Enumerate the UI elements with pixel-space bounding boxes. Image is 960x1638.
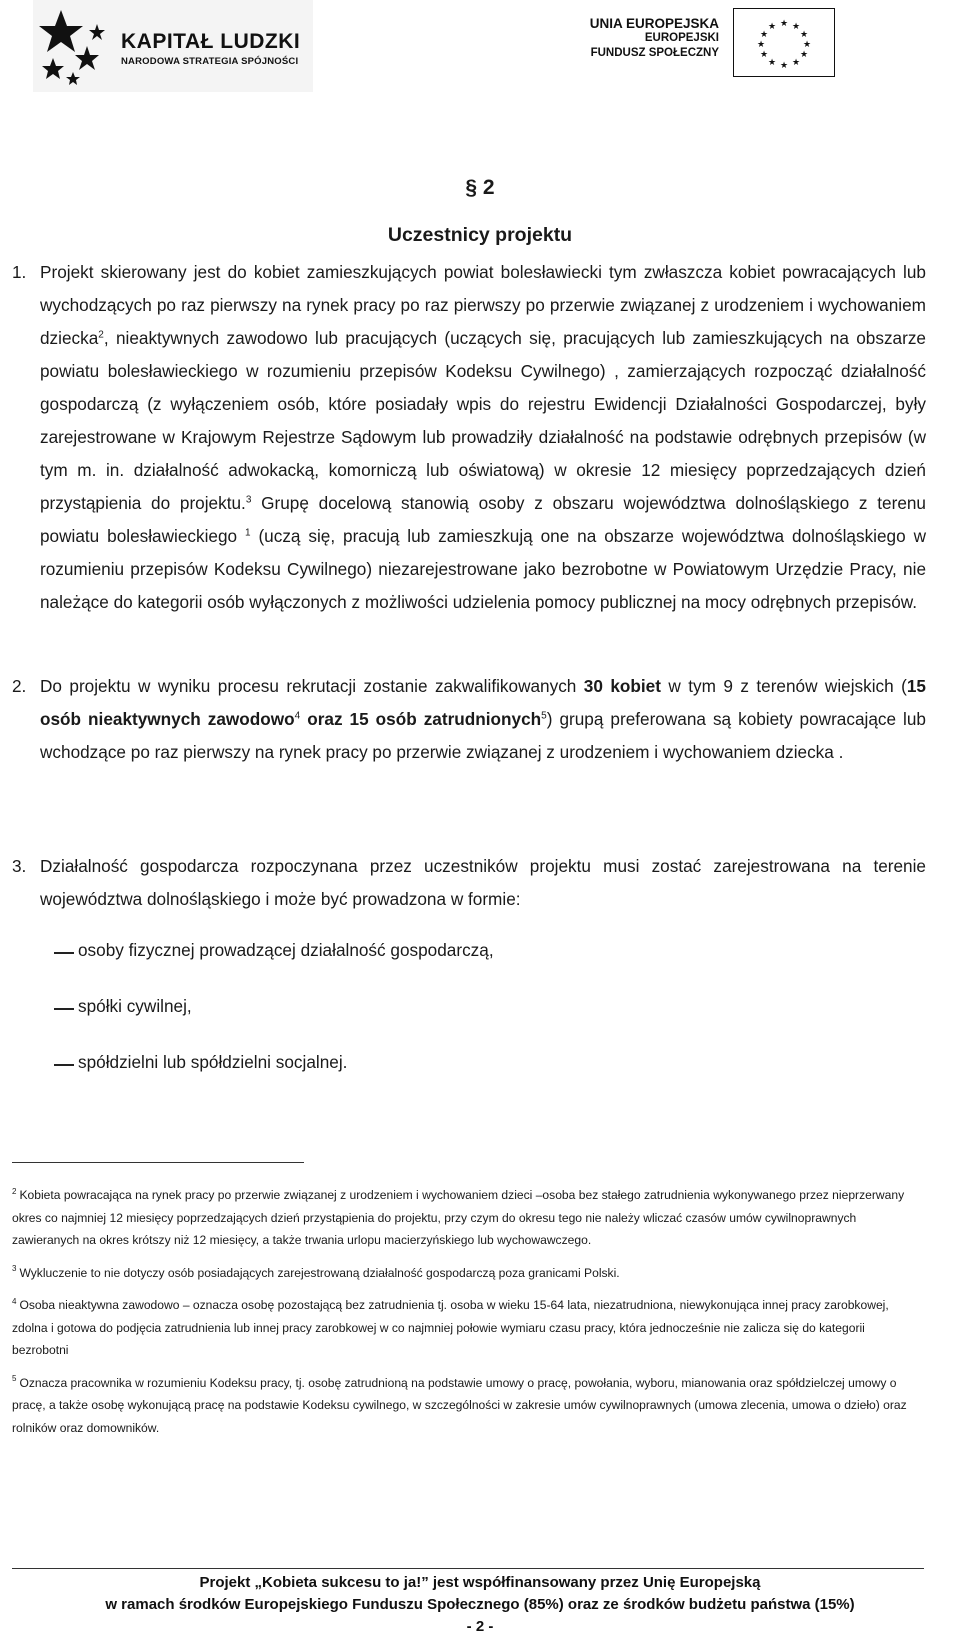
dash-bullet	[54, 1064, 74, 1066]
footnote-text: Wykluczenie to nie dotyczy osób posiadających zarejestrowaną działalność gospodarczą poza granicami Polski.	[19, 1265, 620, 1280]
item-text	[40, 256, 926, 619]
footnote-ref: 4	[294, 710, 301, 722]
footnote-ref: 5	[541, 710, 547, 722]
text-segment: , nieaktywnych zawodowo lub pracujących (uczących się, pracujących lub zamieszkujących na obszarze powiatu bolesławieckiego w rozumieniu przepisów Kodeksu Cywilnego) , zamierzających rozpocząć działalność gospodarczą (z wyłączeniem osób, które posiadały wpis do rejestru Ewidencji Działalności Gospodarczej, były zarejestrowane w Krajowym Rejestrze Sądowym lub prowadziły działalność na podstawie odrębnych przepisów (w tym m. in. działalność adwokacką, komorniczą lub oświatową) w okresie 12 miesięcy poprzedzających dzień przystąpienia do projektu.	[40, 328, 926, 513]
item-number: 3.	[12, 856, 27, 876]
bold-segment: oraz 15 osób zatrudnionych	[300, 709, 542, 729]
footer-line-2: w ramach środków Europejskiego Funduszu Społecznego (85%) oraz ze środków budżetu państwa (15%)	[105, 1596, 855, 1613]
svg-text:★: ★	[799, 30, 809, 40]
footnote-text: Osoba nieaktywna zawodowo – oznacza osobę pozostającą bez zatrudnienia tj. osoba w wieku 15-64 lata, niezatrudniona, niewykonująca innej pracy zarobkowej, zdolna i gotowa do podjęcia zatrudnienia lub innej pracy zarobkowej w co najmniej połowie wymiaru czasu pracy, która jednocześnie nie zalicza się do kategorii bezrobotni	[12, 1298, 889, 1357]
list-item-text: spółki cywilnej,	[78, 996, 192, 1016]
text-segment: (uczą się, pracują lub zamieszkują one na obszarze województwa dolnośląskiego w rozumieniu przepisów Kodeksu Cywilnego) niezarejestrowane jako bezrobotne w Powiatowym Urzędzie Pracy, nie należące do kategorii osób wyłączonych z możliwości udzielenia pomocy publicznej na mocy odrębnych przepisów.	[40, 526, 926, 612]
footnote-ref: 3	[245, 494, 252, 506]
footer-line-1: Projekt „Kobieta sukcesu to ja!” jest współfinansowany przez Unię Europejską	[199, 1574, 761, 1591]
svg-text:★: ★	[759, 30, 769, 40]
dash-bullet	[54, 952, 74, 954]
footnotes	[12, 1184, 924, 1449]
svg-text:★: ★	[767, 58, 777, 68]
text-segment: ) grupą preferowana są kobiety powracające lub wchodzące po raz pierwszy na rynek pracy po przerwie związanej z urodzeniem i wychowaniem dziecka .	[40, 709, 926, 762]
text-segment: Projekt skierowany jest do kobiet zamieszkujących powiat bolesławiecki tym zwłaszcza kobiet powracających lub wychodzących po raz pierwszy na rynek pracy po raz pierwszy po przerwie związanej z urodzeniem i wychowaniem dziecka	[40, 262, 926, 348]
footnote-ref: 2	[98, 329, 104, 341]
svg-text:★: ★	[759, 50, 769, 60]
page-number: - 2 -	[466, 1618, 494, 1635]
footnote-3	[12, 1262, 924, 1285]
kapital-ludzki-subtitle: NARODOWA STRATEGIA SPÓJNOŚCI	[121, 56, 299, 67]
svg-text:★: ★	[791, 58, 801, 68]
footnote-4	[12, 1294, 924, 1362]
svg-text:★: ★	[767, 22, 777, 32]
bold-segment: 15 osób nieaktywnych zawodowo	[40, 676, 926, 729]
svg-text:★: ★	[799, 50, 809, 60]
section-title	[0, 224, 960, 247]
svg-text:★: ★	[791, 22, 801, 32]
eu-flag	[733, 8, 835, 77]
kapital-ludzki-emblem-icon	[39, 6, 115, 86]
item-text	[40, 670, 926, 769]
eu-stars-icon	[734, 9, 834, 76]
svg-text:★: ★	[802, 40, 812, 50]
footnote-5	[12, 1372, 924, 1440]
footnote-separator	[12, 1162, 304, 1163]
footnote-2	[12, 1184, 924, 1252]
footnote-ref: 1	[244, 527, 251, 539]
footnote-mark: 4	[12, 1296, 17, 1306]
page-header	[0, 0, 960, 100]
eu-line-3: FUNDUSZ SPOŁECZNY	[590, 47, 719, 59]
footnote-text: Oznacza pracownika w rozumieniu Kodeksu pracy, tj. osobę zatrudnioną na podstawie umowy o pracę, powołania, wyboru, mianowania oraz spółdzielczej umowy o pracę, a także osobę wykonującą pracę na podstawie Kodeksu cywilnego, w szczególności w zakresie umów cywilnoprawnych (umowa zlecenia, umowa o dzieło) oraz rolników oraz domowników.	[12, 1375, 907, 1435]
text-segment: Do projektu w wyniku procesu rekrutacji zostanie zakwalifikowanych	[40, 676, 584, 696]
item-number: 2.	[12, 676, 27, 696]
list-item-text: spółdzielni lub spółdzielni socjalnej.	[78, 1052, 348, 1072]
section-title-text: Uczestnicy projektu	[387, 224, 573, 246]
eu-line-2: EUROPEJSKI	[644, 32, 719, 44]
text-segment: w tym 9 z terenów wiejskich (	[660, 676, 907, 696]
svg-text:★: ★	[756, 40, 766, 50]
svg-text:★: ★	[779, 61, 789, 71]
bold-segment: 30 kobiet	[583, 676, 661, 696]
svg-text:★: ★	[779, 19, 789, 29]
dash-bullet	[54, 1008, 74, 1010]
item-number: 1.	[12, 262, 27, 282]
eu-logo-text	[585, 16, 719, 61]
footnote-mark: 3	[12, 1264, 17, 1274]
footer-separator	[12, 1568, 924, 1569]
kapital-ludzki-logo	[33, 0, 313, 92]
list-item-text: osoby fizycznej prowadzącej działalność gospodarczą,	[78, 940, 494, 960]
item-text: Działalność gospodarcza rozpoczynana przez uczestników projektu musi zostać zarejestrowana na terenie województwa dolnośląskiego i może być prowadzona w formie:	[40, 856, 926, 909]
text-segment: Grupę docelową stanowią osoby z obszaru województwa dolnośląskiego z terenu powiatu bolesławieckiego	[40, 493, 926, 546]
footnote-mark: 2	[12, 1186, 17, 1196]
footnote-mark: 5	[12, 1374, 17, 1384]
kapital-ludzki-title: KAPITAŁ LUDZKI	[121, 30, 301, 53]
section-number: § 2	[465, 176, 495, 199]
page-footer	[0, 1572, 960, 1638]
eu-line-1: UNIA EUROPEJSKA	[589, 16, 719, 31]
footnote-text: Kobieta powracająca na rynek pracy po przerwie związanej z urodzeniem i wychowaniem dzieci –osoba bez stałego zatrudnienia wykonywanego przez nieprzerwany okres co najmniej 12 miesięcy poprzedzających dzień przystąpienia do projektu, przy czym do okresu tego nie należy wliczać czasów umów cywilnoprawnych zawieranych na okres krótszy niż 12 miesięcy, a także trwania urlopu macierzyńskiego lub wychowawczego.	[12, 1188, 905, 1247]
